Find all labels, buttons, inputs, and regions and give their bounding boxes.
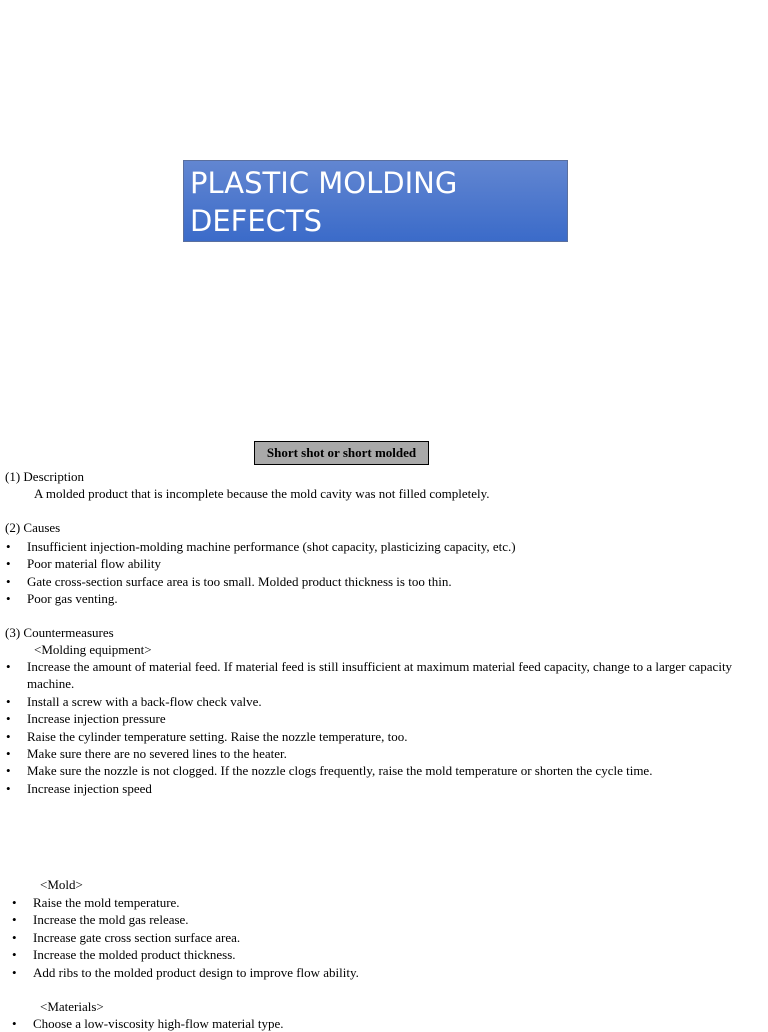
list-item: • Make sure the nozzle is not clogged. If the nozzle clogs frequently, raise the mold temperature or shorten the cycle time.	[27, 762, 762, 779]
list-item: • Raise the mold temperature.	[33, 894, 359, 911]
countermeasures-label: (3) Countermeasures	[5, 625, 114, 640]
list-item: • Increase the amount of material feed. If material feed is still insufficient at maximum material feed capacity, change to a larger capacity machine.	[27, 658, 762, 693]
list-item: • Choose a low-viscosity high-flow material type.	[33, 1015, 284, 1032]
list-item: • Increase the molded product thickness.	[33, 946, 359, 963]
equipment-list	[27, 658, 762, 797]
materials-label: <Materials>	[40, 999, 104, 1014]
description-text: A molded product that is incomplete because the mold cavity was not filled completely.	[34, 486, 490, 501]
causes-list	[27, 538, 516, 608]
list-item: • Increase injection pressure	[27, 710, 762, 727]
list-item: • Poor gas venting.	[27, 590, 516, 607]
list-item: • Poor material flow ability	[27, 555, 516, 572]
list-item: • Raise the cylinder temperature setting. Raise the nozzle temperature, too.	[27, 728, 762, 745]
list-item: • Add ribs to the molded product design to improve flow ability.	[33, 964, 359, 981]
list-item: • Install a screw with a back-flow check valve.	[27, 693, 762, 710]
equipment-label: <Molding equipment>	[34, 642, 152, 657]
list-item: • Increase gate cross section surface area.	[33, 929, 359, 946]
causes-label: (2) Causes	[5, 520, 61, 535]
list-item: • Increase injection speed	[27, 780, 762, 797]
list-item: • Make sure there are no severed lines to the heater.	[27, 745, 762, 762]
mold-list	[33, 894, 359, 981]
defect-heading: Short shot or short molded	[254, 441, 429, 465]
document-title: PLASTIC MOLDING DEFECTS	[183, 160, 568, 242]
mold-label: <Mold>	[40, 877, 83, 892]
description-label: (1) Description	[5, 469, 85, 484]
list-item: • Gate cross-section surface area is too small. Molded product thickness is too thin.	[27, 573, 516, 590]
list-item: • Insufficient injection-molding machine performance (shot capacity, plasticizing capacity, etc.)	[27, 538, 516, 555]
list-item: • Increase the mold gas release.	[33, 911, 359, 928]
